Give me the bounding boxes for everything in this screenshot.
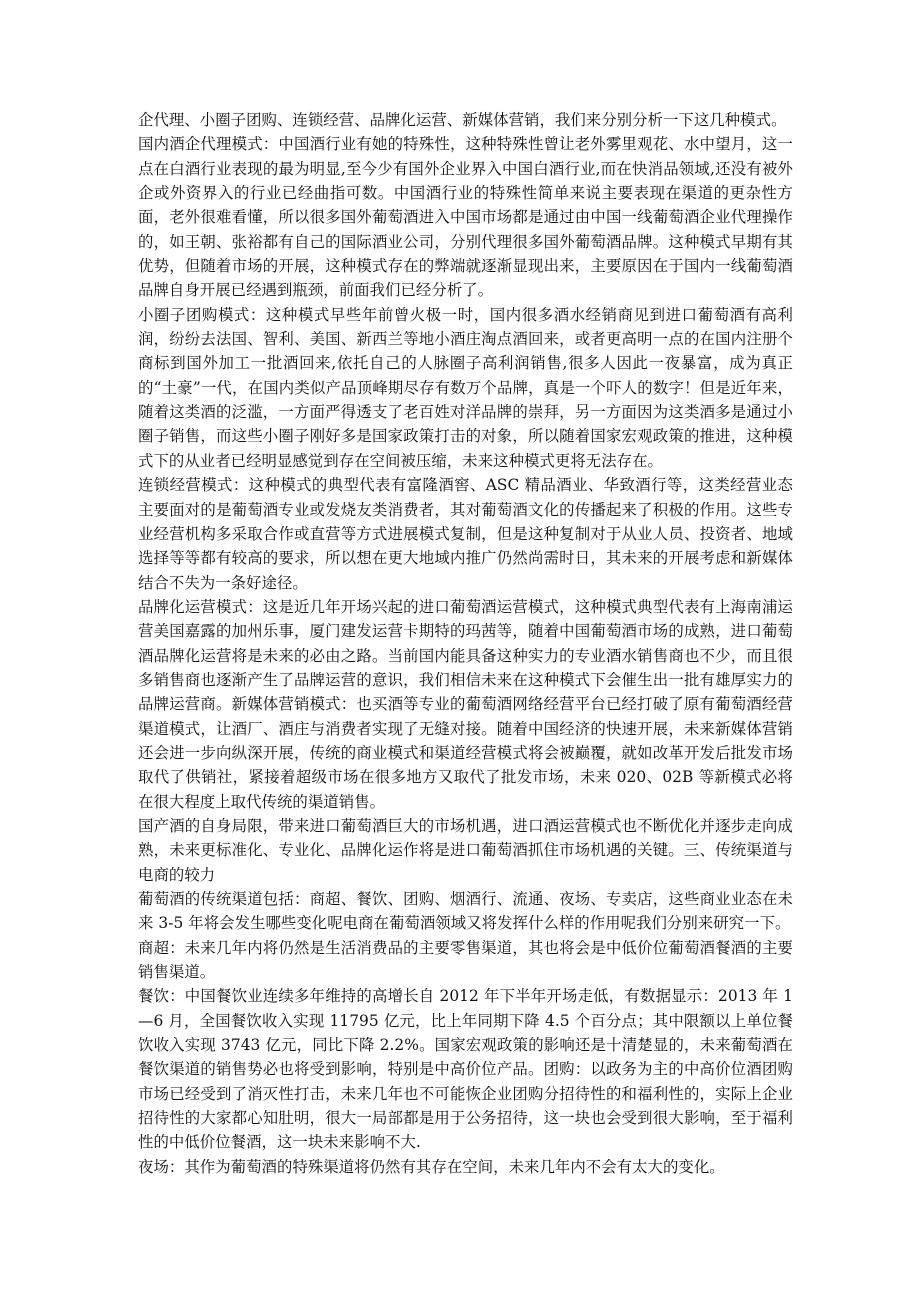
paragraph-intro: 企代理、小圈子团购、连锁经营、品牌化运营、新媒体营销，我们来分别分析一下这几种模式。 [138,111,787,129]
paragraph-domestic-agency: 国内酒企代理模式：中国酒行业有她的特殊性，这种特殊性曾让老外雾里观花、水中望月，这一点在白酒行业表现的最为明显,至今少有国外企业界入中国白酒行业,而在快消品领域,还没有被外企或外资界入的行业已经曲指可数。中国酒行业的特殊性简单来说主要表现在渠道的更杂性方面，老外很难看懂，所以很多国外葡萄酒进入中国市场都是通过由中国一线葡萄酒企业代理操作的，如王朝、张裕都有自己的国际酒业公司，分别代理很多国外葡萄酒品牌。这种模式早期有其优势，但随着市场的开展，这种模式存在的弊端就逐渐显现出来，主要原因在于国内一线葡萄酒品牌自身开展已经遇到瓶颈，前面我们已经分析了。 [138,135,793,300]
paragraph-small-circle-groupbuy: 小圈子团购模式：这种模式早些年前曾火极一时，国内很多酒水经销商见到进口葡萄酒有高利润，纷纷去法国、智利、美国、新西兰等地小酒庄淘点酒回来，或者更高明一点的在国内注册个商标到国外加工一批酒回来,依托自己的人脉圈子高利润销售,很多人因此一夜暴富，成为真正的“土豪”一代，在国内类似产品顶峰期尽存有数万个品牌，真是一个吓人的数字！但是近年来，随着这类酒的泛滥，一方面严得透支了老百姓对洋品牌的崇拜，另一方面因为这类酒多是通过小圈子销售，而这些小圈子刚好多是国家政策打击的对象，所以随着国家宏观政策的推进，这种模式下的从业者已经明显感觉到存在空间被压缩，未来这种模式更将无法存在。 [138,305,793,470]
paragraph-domestic-limits: 国产酒的自身局限，带来进口葡萄酒巨大的市场机遇，进口酒运营模式也不断优化并逐步走向成熟，未来更标准化、专业化、品牌化运作将是进口葡萄酒抓住市场机遇的关键。三、传统渠道与电商的较力 [138,816,793,884]
paragraph-brand-operation: 品牌化运营模式：这是近几年开场兴起的进口葡萄酒运营模式，这种模式典型代表有上海南浦运营美国嘉露的加州乐事，厦门建发运营卡期特的玛茜等，随着中国葡萄酒市场的成熟，进口葡萄酒品牌化运营将是未来的必由之路。当前国内能具备这种实力的专业酒水销售商也不少，而且很多销售商也逐渐产生了品牌运营的意识，我们相信未来在这种模式下会催生出一批有雄厚实力的品牌运营商。新媒体营销模式：也买酒等专业的葡萄酒网络经营平台已经打破了原有葡萄酒经营渠道模式，让酒厂、酒庄与消费者实现了无缝对接。随着中国经济的快速开展，未来新媒体营销还会进一步向纵深开展，传统的商业模式和渠道经营模式将会被巅覆，就如改革开发后批发市场取代了供销社，紧接着超级市场在很多地方又取代了批发市场，未来 020、02B 等新模式必将在很大程度上取代传统的渠道销售。 [138,597,793,811]
paragraph-nightlife: 夜场：其作为葡萄酒的特殊渠道将仍然有其存在空间，未来几年内不会有太大的变化。 [138,1157,725,1176]
paragraph-catering: 餐饮：中国餐饮业连续多年维持的高增长自 2012 年下半年开场走低，有数据显示：2013 年 1—6 月，全国餐饮收入实现 11795 亿元，比上年同期下降 4.5 个百分点；其中限额以上单位餐饮收入实现 3743 亿元，同比下降 2.2%。国家宏观政策的影响还是十清楚显的，未来葡萄酒在餐饮渠道的销售势必也将受到影响，特别是中高价位产品。团购：以政务为主的中高价位酒团购市场已经受到了消灭性打击，未来几年也不可能恢企业团购分招待性的和福利性的，实际上企业招待性的大家都心知肚明，很大一局部都是用于公务招待，这一块也会受到很大影响，至于福利性的中低价位餐酒，这一块未来影响不大. [138,987,793,1152]
paragraph-supermarket: 商超：未来几年内将仍然是生活消费品的主要零售渠道，其也将会是中低价位葡萄酒餐酒的主要销售渠道。 [138,938,793,982]
paragraph-chain-operation: 连锁经营模式：这种模式的典型代表有富隆酒窖、ASC 精品酒业、华致酒行等，这类经营业态主要面对的是葡萄酒专业或发烧友类消费者，其对葡萄酒文化的传播起来了积极的作用。这些专业经营机构多采取合作或直营等方式进展模式复制，但是这种复制对于从业人员、投资者、地域选择等等都有较高的要求，所以想在更大地域内推广仍然尚需时日，其未来的开展考虑和新媒体结合不失为一条好途径。 [138,476,793,592]
document-body [138,108,793,1179]
paragraph-traditional-channels: 葡萄酒的传统渠道包括：商超、餐饮、团购、烟酒行、流通、夜场、专卖店，这些商业业态在未来 3-5 年将会发生哪些变化呢电商在葡萄酒领域又将发挥什么样的作用呢我们分别来研究一下。 [138,890,793,933]
